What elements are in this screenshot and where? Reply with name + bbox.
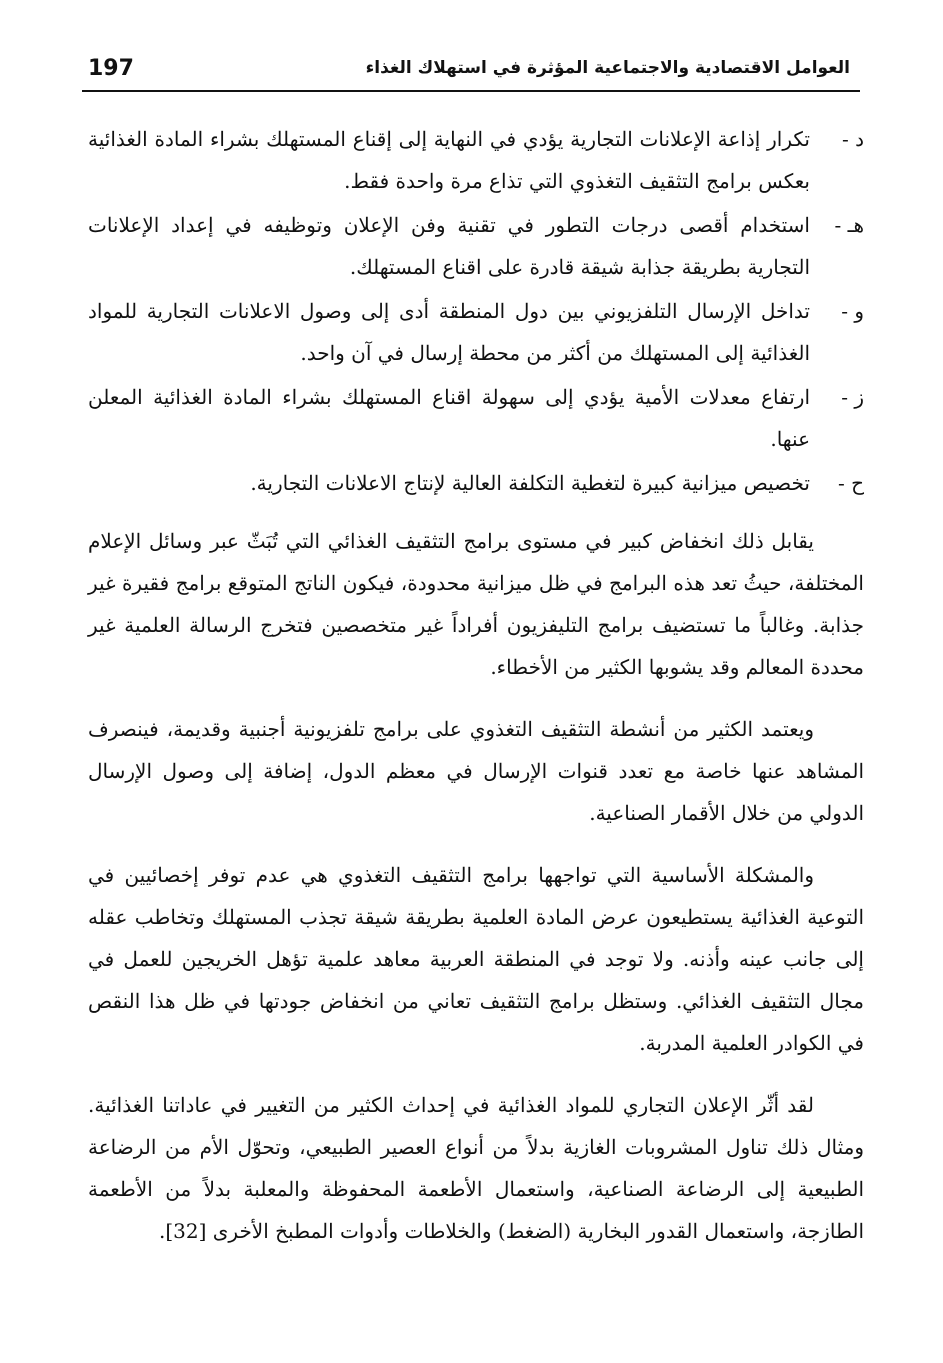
list-item-text: استخدام أقصى درجات التطور في تقنية وفن الإعلان وتوظيفه في إعداد الإعلانات التجارية بطريقة جذابة شيقة قادرة على اقناع المستهلك. (88, 213, 810, 279)
list-item-label: ح - (837, 471, 864, 495)
list-item-label: هـ - (834, 213, 864, 237)
list-item-label: ز - (841, 385, 864, 409)
list-item-text: تداخل الإرسال التلفزيوني بين دول المنطقة أدى إلى وصول الاعلانات التجارية للمواد الغذائية إلى المستهلك من أكثر من محطة إرسال في آن واحد. (88, 299, 810, 365)
list-item-text: تخصيص ميزانية كبيرة لتغطية التكلفة العالية لإنتاج الاعلانات التجارية. (250, 471, 810, 495)
body-paragraph: ويعتمد الكثير من أنشطة التثقيف التغذوي على برامج تلفزيونية أجنبية وقديمة، فينصرف المشاهد عنها خاصة مع تعدد قنوات الإرسال في معظم الدول، إضافة إلى وصول الإرسال الدولي من خلال الأقمار الصناعية. (88, 717, 865, 825)
list-item (88, 376, 864, 460)
list-item (88, 118, 864, 202)
body-paragraph: لقد أثّر الإعلان التجاري للمواد الغذائية في إحداث الكثير من التغيير في عاداتنا الغذائية. ومثال ذلك تناول المشروبات الغازية بدلاً من أنواع العصير الطبيعي، وتحوّل الأم من الرضاعة الطبيعية إلى الرضاعة الصناعية، واستعمال الأطعمة المحفوظة والمعلبة بدلاً من الأطعمة الطازجة، واستعمال القدور البخارية (الضغط) والخلاطات وأدوات المطبخ الأخرى [32]. (88, 1093, 864, 1243)
page-number: 197 (88, 56, 134, 81)
running-title: العوامل الاقتصادية والاجتماعية المؤثرة في استهلاك الغذاء (365, 58, 850, 78)
list-item-label: و - (841, 299, 864, 323)
list-item-text: تكرار إذاعة الإعلانات التجارية يؤدي في النهاية إلى إقناع المستهلك بشراء المادة الغذائية بعكس برامج التثقيف التغذوي التي تذاع مرة واحدة فقط. (88, 127, 810, 193)
list-item (88, 462, 864, 504)
page-body (88, 118, 864, 1272)
body-paragraph: والمشكلة الأساسية التي تواجهها برامج التثقيف التغذوي هي عدم توفر إخصائيين في التوعية الغذائية يستطيعون عرض المادة العلمية بطريقة شيقة تجذب المستهلك وتخاطب عقله إلى جانب عينه وأذنه. ولا توجد في المنطقة العربية معاهد علمية تؤهل الخريجين للعمل في مجال التثقيف الغذائي. وستظل برامج التثقيف تعاني من انخفاض جودتها في ظل هذا النقص في الكوادر العلمية المدربة. (88, 863, 864, 1055)
page-header (82, 56, 860, 92)
list-item (88, 290, 864, 374)
list-item (88, 204, 864, 288)
body-paragraph: يقابل ذلك انخفاض كبير في مستوى برامج التثقيف الغذائي التي تُبَثّ عبر وسائل الإعلام المختلفة، حيثُ تعد هذه البرامج في ظل ميزانية محدودة، فيكون الناتج المتوقع برامج فقيرة غير جذابة. وغالباً ما تستضيف برامج التليفزيون أفراداً غير متخصصين فتخرج الرسالة العلمية غير محددة المعالم وقد يشوبها الكثير من الأخطاء. (88, 529, 864, 679)
list-item-label: د - (841, 127, 864, 151)
list-item-text: ارتفاع معدلات الأمية يؤدي إلى سهولة اقناع المستهلك بشراء المادة الغذائية المعلن عنها. (88, 385, 811, 451)
